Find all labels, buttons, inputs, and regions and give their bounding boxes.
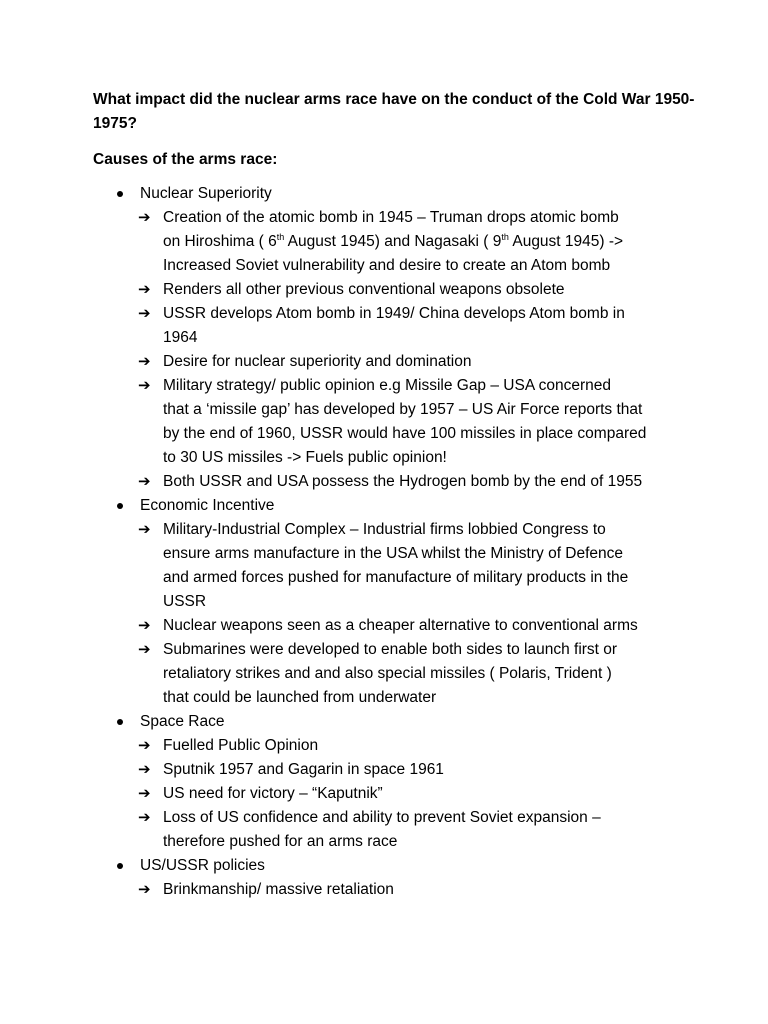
bullet-list [0,182,768,902]
arrow-point [0,758,768,782]
point-text: Nuclear weapons seen as a cheaper alternative to conventional arms [163,617,638,634]
point-text: Fuelled Public Opinion [163,737,319,754]
arrow-icon: ➔ [138,281,151,298]
arrow-icon: ➔ [138,809,151,826]
point-text: Military strategy/ public opinion e.g Missile Gap – USA concerned that a ‘missile gap’ has developed by 1957 – US Air Force reports that by the end of 1960, USSR would have 100 missiles in place compared to 30 US missiles -> Fuels public opinion! [163,377,647,466]
arrow-icon: ➔ [138,209,151,226]
arrow-icon: ➔ [138,305,151,322]
section-heading: Causes of the arms race: [93,151,278,168]
document-title: What impact did the nuclear arms race have on the conduct of the Cold War 1950-1975? [93,91,695,132]
arrow-point [0,518,768,614]
bullet-label: Space Race [140,713,225,730]
point-text: Brinkmanship/ massive retaliation [163,881,394,898]
arrow-point [0,878,768,902]
bullet-item [0,494,768,518]
point-text: Sputnik 1957 and Gagarin in space 1961 [163,761,444,778]
arrow-point [0,350,768,374]
arrow-point [0,638,768,710]
arrow-icon: ➔ [138,521,151,538]
arrow-icon: ➔ [138,761,151,778]
arrow-icon: ➔ [138,881,151,898]
arrow-icon: ➔ [138,353,151,370]
bullet-label: Economic Incentive [140,497,275,514]
bullet-label: Nuclear Superiority [140,185,272,202]
bullet-item [0,710,768,734]
point-text: Creation of the atomic bomb in 1945 – Truman drops atomic bomb on Hiroshima ( 6th August 1945) and Nagasaki ( 9th August 1945) -> Increased Soviet vulnerability and desire to create an Atom bomb [163,209,624,274]
arrow-point [0,302,768,350]
arrow-point [0,278,768,302]
arrow-point [0,374,768,470]
point-text: USSR develops Atom bomb in 1949/ China develops Atom bomb in 1964 [163,305,625,346]
arrow-point [0,782,768,806]
point-text: US need for victory – “Kaputnik” [163,785,383,802]
arrow-icon: ➔ [138,737,151,754]
point-text: Renders all other previous conventional weapons obsolete [163,281,565,298]
arrow-icon: ➔ [138,641,151,658]
bullet-dot-icon [117,719,123,725]
arrow-icon: ➔ [138,377,151,394]
arrow-point [0,614,768,638]
point-text: Desire for nuclear superiority and domination [163,353,472,370]
point-text: Loss of US confidence and ability to prevent Soviet expansion – therefore pushed for an arms race [163,809,601,850]
bullet-label: US/USSR policies [140,857,265,874]
arrow-icon: ➔ [138,473,151,490]
bullet-dot-icon [117,503,123,509]
bullet-item [0,182,768,206]
point-text: Submarines were developed to enable both sides to launch first or retaliatory strikes and and also special missiles ( Polaris, Trident ) that could be launched from underwater [163,641,618,706]
point-text: Both USSR and USA possess the Hydrogen bomb by the end of 1955 [163,473,643,490]
arrow-icon: ➔ [138,785,151,802]
arrow-point [0,470,768,494]
bullet-dot-icon [117,191,123,197]
arrow-icon: ➔ [138,617,151,634]
arrow-point [0,806,768,854]
arrow-point [0,206,768,278]
point-text: Military-Industrial Complex – Industrial firms lobbied Congress to ensure arms manufacture in the USA whilst the Ministry of Defence and armed forces pushed for manufacture of military products in the USSR [163,521,629,610]
arrow-point [0,734,768,758]
bullet-item [0,854,768,878]
bullet-dot-icon [117,863,123,869]
